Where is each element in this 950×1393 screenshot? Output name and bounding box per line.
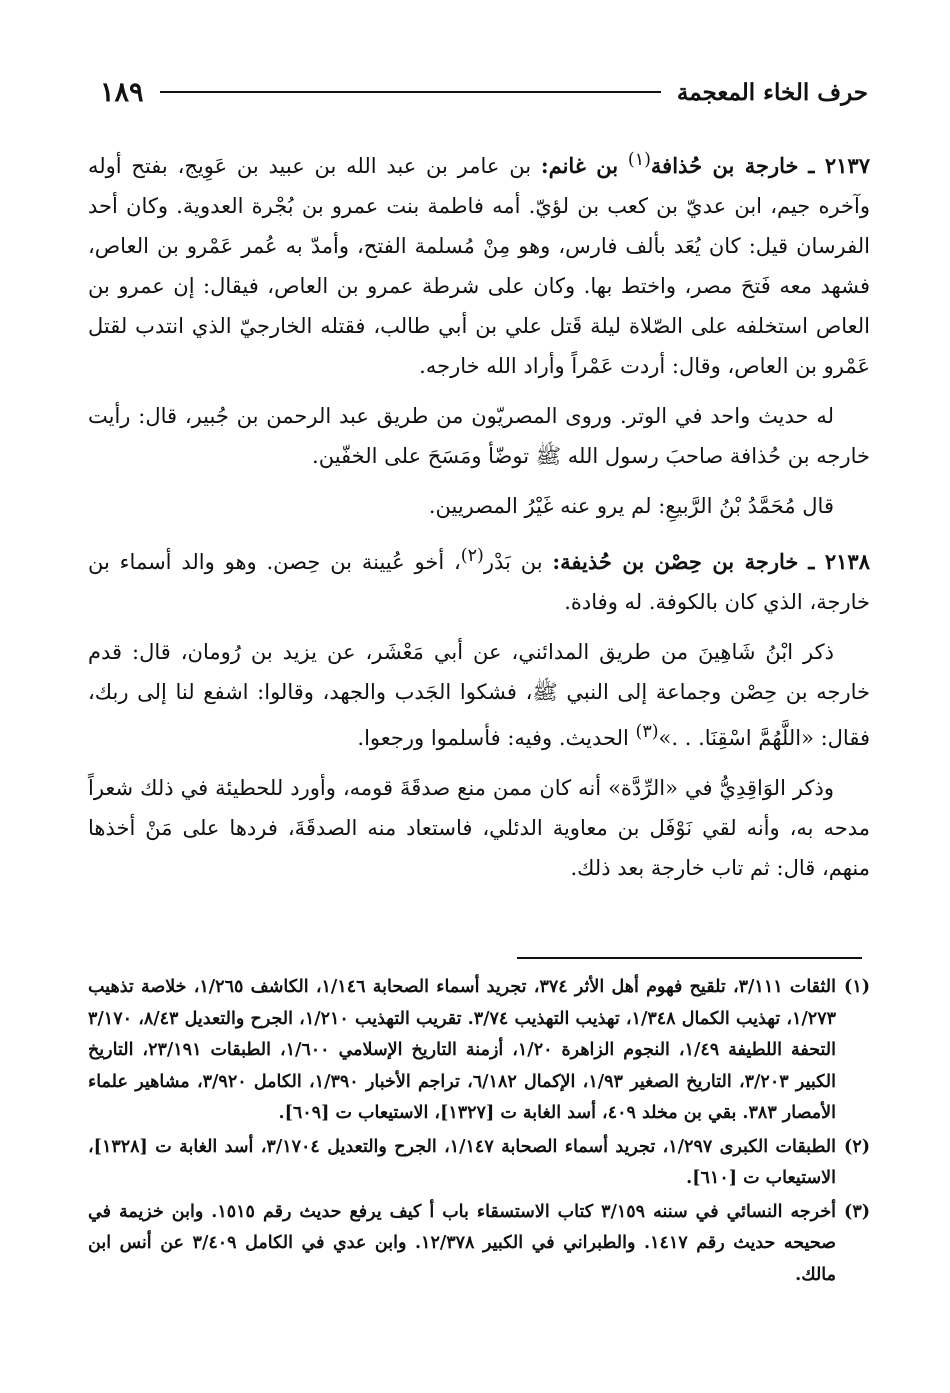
footnote-2 xyxy=(88,1132,870,1195)
entry-number: ٢١٣٧ ـ xyxy=(808,153,870,178)
entry-text-pre: ذكر ابْنُ شَاهِينَ من طريق المدائني، عن أبي مَعْشَر، عن يزيد بن رُومان، قال: قدم خارجه بن حِصْن وجماعة إلى النبي ﷺ، فشكوا الجَدب والجهد، وقالوا: اشفع لنا إلى ربك، فقال: «اللَّهُمَّ اسْقِنَا. . .» xyxy=(88,640,870,750)
footnote-1 xyxy=(88,972,870,1130)
main-text xyxy=(88,140,870,898)
entry-name: خارجة بن حُذافة xyxy=(650,153,799,178)
entry-2137-paragraph-3: قال مُحَمَّدُ بْنُ الرَّبيعِ: لم يرو عنه غَيْرُ المصريين. xyxy=(428,494,834,518)
entry-2138-paragraph-2 xyxy=(88,632,870,758)
entry-text-pre: بن بَدْر xyxy=(483,550,543,574)
footnote-separator xyxy=(517,957,862,959)
entry-2137-paragraph-2: له حديث واحد في الوتر. وروى المصريّون من طريق عبد الرحمن بن جُبير، قال: رأيت خارجه بن حُذافة صاحبَ رسول الله ﷺ توضّأ ومَسَحَ على الخفّين. xyxy=(88,404,870,468)
footnote-text: أخرجه النسائي في سننه ٣/١٥٩ كتاب الاستسقاء باب أ كيف يرفع حديث رقم ١٥١٥. وابن خزيمة في صحيحه حديث رقم ١٤١٧. والطبراني في الكبير ١٢/٣٧٨. وابن عدي في الكامل ٣/٤٠٩ عن أنس ابن مالك. xyxy=(88,1201,836,1285)
footnote-text: الثقات ٣/١١١، تلقيح فهوم أهل الأثر ٣٧٤، تجريد أسماء الصحابة ١/١٤٦، الكاشف ١/٢٦٥، خلاصة تذهيب ١/٢٧٣، تهذيب الكمال ١/٣٤٨، تهذيب التهذيب ٣/٧٤. تقريب التهذيب ١/٢١٠، الجرح والتعديل ٨/٤٣، ٣/١٧٠ التحفة اللطيفة ١/٤٩، النجوم الزاهرة ١/٢٠، أزمنة التاريخ الإسلامي ١/٦٠٠، الطبقات ٢٣/١٩١، التاريخ الكبير ٣/٢٠٣، التاريخ الصغير ١/٩٣، الإكمال ٦/١٨٢، تراجم الأخبار ١/٣٩٠، الكامل ٣/٩٢٠، مشاهير علماء الأمصار ٣٨٣. بقي بن مخلد ٤٠٩، أسد الغابة ت [١٣٢٧]، الاستيعاب ت [٦٠٩]. xyxy=(88,977,836,1123)
page-number: ١٨٩ xyxy=(100,76,144,108)
chapter-title: حرف الخاء المعجمة xyxy=(676,78,868,106)
entry-name: خارجة بن حِصْن بن حُذيفة: xyxy=(552,549,799,574)
footnote-3 xyxy=(88,1197,870,1292)
running-header xyxy=(100,70,868,114)
footnote-marker: (١) xyxy=(844,977,870,997)
entry-number: ٢١٣٨ ـ xyxy=(808,549,870,574)
footnote-marker: (٣) xyxy=(844,1201,870,1222)
entry-2138-paragraph-1 xyxy=(88,536,870,622)
entry-name-suffix: بن غانم: xyxy=(540,153,619,178)
entry-2137-paragraph-1 xyxy=(88,140,870,386)
footnote-ref[interactable]: (١) xyxy=(627,150,651,170)
footnote-ref[interactable]: (٢) xyxy=(460,546,484,566)
footnote-text: الطبقات الكبرى ١/٢٩٧، تجريد أسماء الصحابة ١/١٤٧، الجرح والتعديل ٣/١٧٠٤، أسد الغابة ت [١٣٢٨]، الاستيعاب ت [٦١٠]. xyxy=(88,1136,836,1188)
entry-text: الحديث. وفيه: فأسلموا ورجعوا. xyxy=(357,726,636,750)
entry-text: بن عامر بن عبد الله بن عبيد بن عَوِيج، بفتح أوله وآخره جيم، ابن عديّ بن كعب بن لؤيّ. أمه فاطمة بنت عمرو بن بُجْرة العدوية. وكان أحد الفرسان قيل: كان يُعَد بألف فارس، وهو مِنْ مُسلمة الفتح، وأمدّ به عُمر عَمْرو بن العاص، فشهد معه فَتحَ مصر، واختط بها. وكان على شرطة عمرو بن العاص، فيقال: إن عمرو بن العاص استخلفه على الصّلاة ليلة قَتل علي بن أبي طالب، فقتله الخارجيّ الذي انتدب لقتل عَمْرو بن العاص، وقال: أردت عَمْراً وأراد الله خارجه. xyxy=(88,154,870,378)
footnote-ref[interactable]: (٣) xyxy=(635,722,659,742)
footnote-marker: (٢) xyxy=(844,1136,870,1157)
entry-2138-paragraph-3: وذكر الوَاقِدِيُّ في «الرِّدَّة» أنه كان ممن منع صدقَةَ قومه، وأورد للحطيئة في ذلك شعراً مدحه به، وأنه لقي نَوْفَل بن معاوية الدئلي، فاستعاد منه الصدقَةَ، فردها على مَنْ أخذها منهم، قال: ثم تاب خارجة بعد ذلك. xyxy=(88,776,870,880)
entry-text: ، أخو عُيينة بن حِصن. وهو والد أسماء بن خارجة، الذي كان بالكوفة. له وفادة. xyxy=(88,550,870,614)
header-rule xyxy=(160,91,661,93)
footnotes xyxy=(88,972,870,1293)
